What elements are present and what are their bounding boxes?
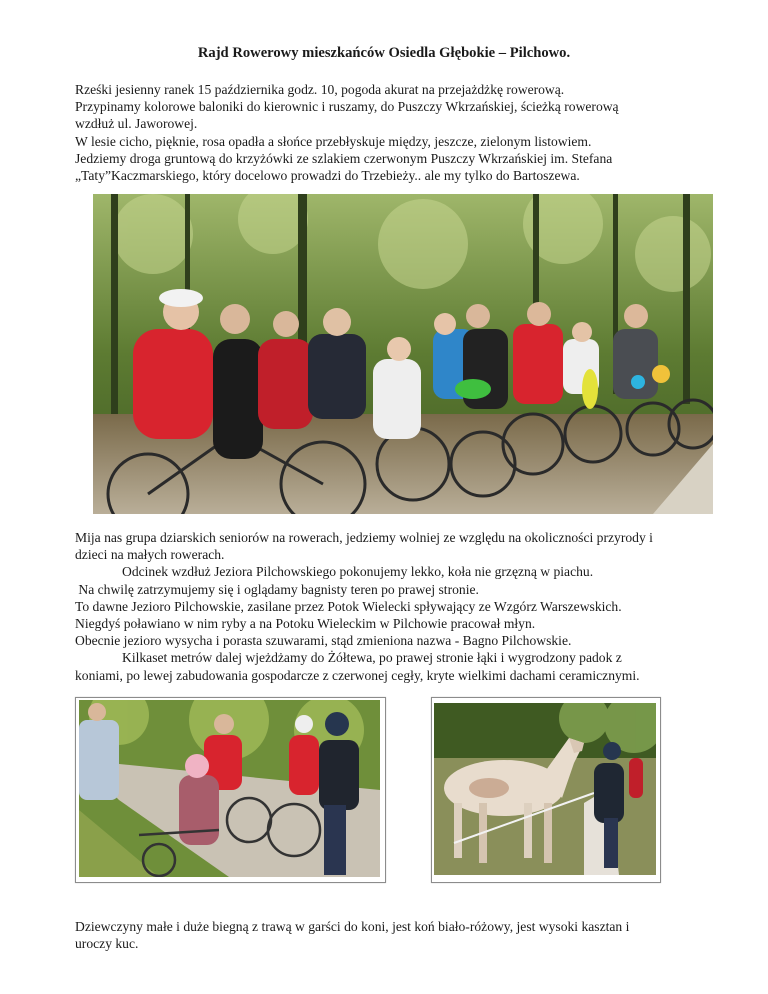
text-line: koniami, po lewej zabudowania gospodarcze z czerwonej cegły, kryte wielkimi dachami ceramicznymi. [75, 667, 640, 683]
text-line: Obecnie jezioro wysycha i porasta szuwarami, stąd zmieniona nazwa - Bagno Pilchowskie. [75, 633, 572, 649]
text-line: wzdłuż ul. Jaworowej. [75, 116, 198, 132]
path-photo [79, 700, 380, 877]
text-line: Niegdyś poławiano w nim ryby a na Potoku Wieleckim w Pilchowie pracował młyn. [75, 616, 536, 632]
text-line: Odcinek wzdłuż Jeziora Pilchowskiego pokonujemy lekko, koła nie grzęzną w piachu. [122, 564, 594, 580]
group-photo-illustration [93, 194, 713, 514]
text-line: dzieci na małych rowerach. [75, 547, 225, 563]
text-line: Kilkaset metrów dalej wjeżdżamy do Żółtewa, po prawej stronie łąki i wygrodzony padok z [122, 650, 622, 666]
paragraph-intro [75, 81, 715, 184]
document-title: Rajd Rowerowy mieszkańców Osiedla Głębokie – Pilchowo. [197, 45, 571, 61]
text-line: Przypinamy kolorowe baloniki do kierownic i ruszamy, do Puszczy Wkrzańskiej, ścieżką rowerową [75, 99, 619, 115]
text-line: Mija nas grupa dziarskich seniorów na rowerach, jedziemy wolniej ze względu na okoliczności przyrody i [75, 530, 653, 545]
text-line: Dziewczyny małe i duże biegną z trawą w garści do koni, jest koń biało-różowy, jest wysoki kasztan i [75, 919, 630, 934]
paragraph-route [75, 529, 715, 684]
group-photo [93, 194, 713, 514]
text-line: Rześki jesienny ranek 15 października godz. 10, pogoda akurat na przejażdżkę rowerową. [75, 82, 565, 97]
text-line: Na chwilę zatrzymujemy się i oglądamy bagnisty teren po prawej stronie. [75, 581, 479, 597]
horse-photo [434, 703, 656, 875]
path-photo-illustration [79, 700, 380, 877]
text-line: uroczy kuc. [75, 936, 139, 952]
text-line: „Taty”Kaczmarskiego, który docelowo prowadzi do Trzebieży.. ale my tylko do Bartoszewa. [75, 168, 580, 184]
horse-photo-illustration [434, 703, 656, 875]
text-line: W lesie cicho, pięknie, rosa opadła a słońce przebłyskuje między, jeszcze, zielonym listowiem. [75, 133, 592, 149]
paragraph-horses [75, 918, 715, 952]
text-line: Jedziemy droga gruntową do krzyżówki ze szlakiem czerwonym Puszczy Wkrzańskiej im. Stefana [75, 150, 613, 166]
text-line: To dawne Jezioro Pilchowskie, zasilane przez Potok Wielecki spływający ze Wzgórz Warszewskich. [75, 598, 622, 614]
